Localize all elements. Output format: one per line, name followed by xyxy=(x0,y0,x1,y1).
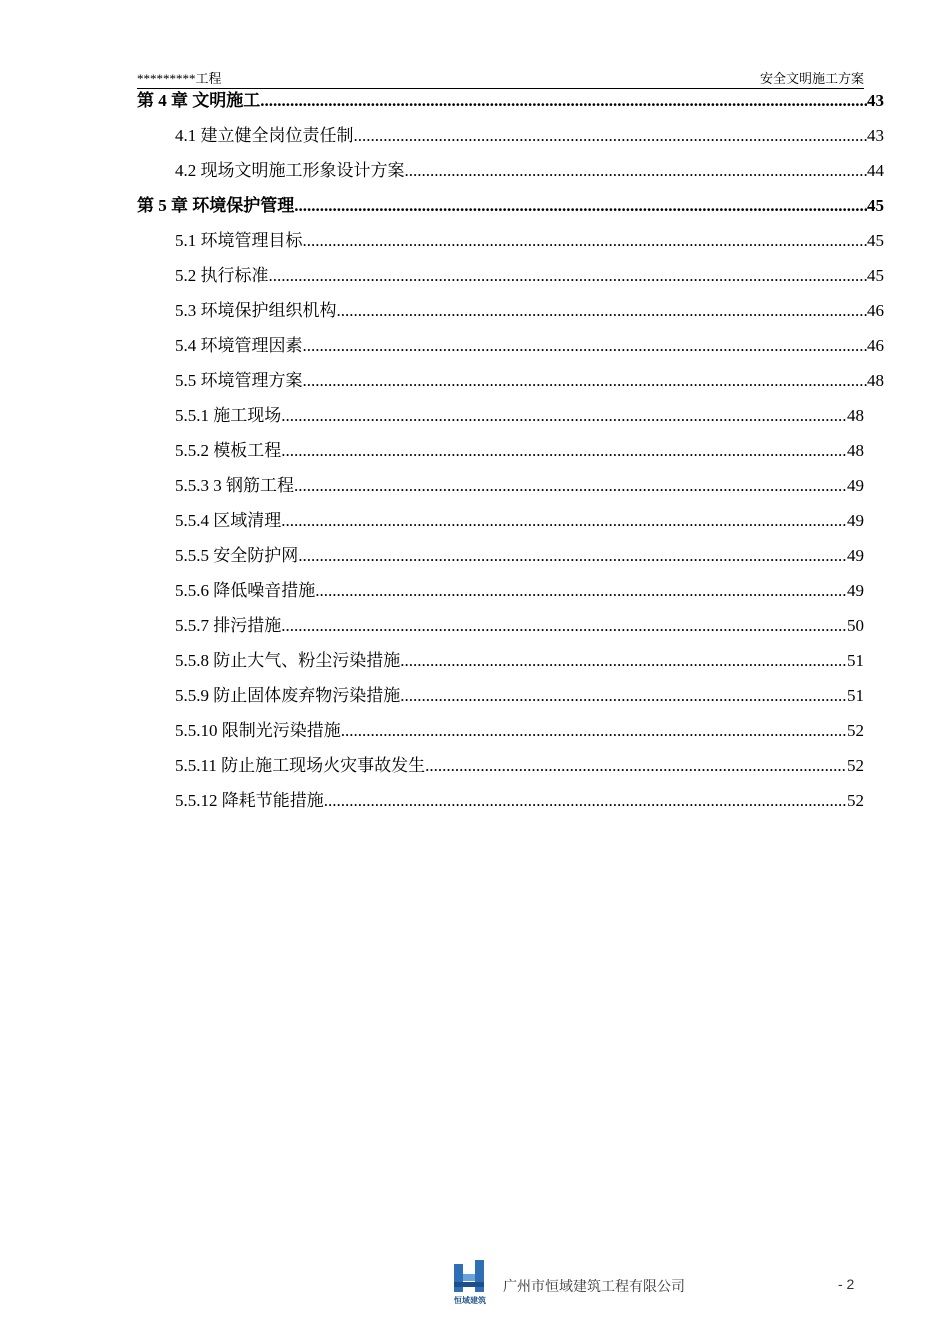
logo-text: 恒域建筑 xyxy=(454,1296,486,1305)
toc-entry-title: 5.5.2 模板工程 xyxy=(175,441,282,460)
toc-entry[interactable] xyxy=(175,159,884,183)
toc-entry[interactable] xyxy=(175,229,884,253)
toc-entry-page: 48 xyxy=(867,371,884,390)
toc-dot-leader xyxy=(294,194,867,218)
toc-entry[interactable] xyxy=(175,404,864,428)
page-header xyxy=(137,68,864,89)
toc-entry[interactable] xyxy=(137,89,884,113)
toc-entry-page: 44 xyxy=(867,161,884,180)
toc-entry[interactable] xyxy=(175,264,884,288)
toc-entry-title: 5.5.9 防止固体废弃物污染措施 xyxy=(175,686,401,705)
toc-entry-title: 5.5.10 限制光污染措施 xyxy=(175,721,341,740)
footer-page-number: - 2 xyxy=(838,1276,855,1292)
toc-dot-leader xyxy=(303,229,868,253)
toc-entry-page: 51 xyxy=(847,686,864,705)
toc-entry-page: 48 xyxy=(847,441,864,460)
toc-entry[interactable] xyxy=(175,579,864,603)
toc-entry-title: 4.1 建立健全岗位责任制 xyxy=(175,126,354,145)
toc-entry-title: 5.1 环境管理目标 xyxy=(175,231,303,250)
toc-entry-title: 第 4 章 文明施工 xyxy=(137,91,261,110)
toc-entry[interactable] xyxy=(175,614,864,638)
toc-entry-page: 48 xyxy=(847,406,864,425)
toc-entry-page: 43 xyxy=(867,91,884,110)
toc-entry-page: 51 xyxy=(847,651,864,670)
toc-entry[interactable] xyxy=(175,124,884,148)
toc-entry[interactable] xyxy=(175,439,864,463)
toc-dot-leader xyxy=(400,684,847,708)
toc-dot-leader xyxy=(400,649,847,673)
toc-entry-title: 5.5.4 区域清理 xyxy=(175,511,282,530)
toc-entry-title: 5.5.3 3 钢筋工程 xyxy=(175,476,294,495)
toc-entry-page: 49 xyxy=(847,581,864,600)
header-project-name: *********工程 xyxy=(137,71,222,86)
toc-entry[interactable] xyxy=(175,334,884,358)
toc-entry[interactable] xyxy=(175,789,864,813)
toc-dot-leader xyxy=(354,124,868,148)
toc-dot-leader xyxy=(341,719,847,743)
toc-entry-page: 45 xyxy=(867,231,884,250)
header-document-title: 安全文明施工方案 xyxy=(759,71,864,86)
toc-dot-leader xyxy=(269,264,868,288)
footer-company-name: 广州市恒域建筑工程有限公司 xyxy=(503,1279,685,1295)
toc-dot-leader xyxy=(303,369,868,393)
toc-entry[interactable] xyxy=(175,509,864,533)
toc-dot-leader xyxy=(281,404,847,428)
toc-entry[interactable] xyxy=(175,544,864,568)
toc-entry-title: 5.4 环境管理因素 xyxy=(175,336,303,355)
toc-entry-page: 49 xyxy=(847,511,864,530)
toc-entry-page: 43 xyxy=(867,126,884,145)
toc-entry-page: 52 xyxy=(847,721,864,740)
toc-entry[interactable] xyxy=(175,299,884,323)
company-logo xyxy=(450,1260,490,1306)
toc-entry[interactable] xyxy=(175,754,864,778)
toc-dot-leader xyxy=(298,544,847,568)
toc-dot-leader xyxy=(337,299,868,323)
toc-entry[interactable] xyxy=(175,719,864,743)
toc-entry-page: 52 xyxy=(847,756,864,775)
toc-entry-title: 5.5 环境管理方案 xyxy=(175,371,303,390)
toc-entry-title: 5.5.1 施工现场 xyxy=(175,406,282,425)
toc-entry-page: 52 xyxy=(847,791,864,810)
toc-entry-title: 5.3 环境保护组织机构 xyxy=(175,301,337,320)
toc-dot-leader xyxy=(260,89,867,113)
toc-entry[interactable] xyxy=(175,684,864,708)
toc-entry-page: 49 xyxy=(847,476,864,495)
toc-entry-page: 46 xyxy=(867,336,884,355)
toc-entry-title: 5.5.8 防止大气、粉尘污染措施 xyxy=(175,651,401,670)
toc-entry[interactable] xyxy=(137,194,884,218)
toc-entry-title: 5.5.5 安全防护网 xyxy=(175,546,299,565)
toc-dot-leader xyxy=(281,509,847,533)
toc-entry-title: 5.5.6 降低噪音措施 xyxy=(175,581,316,600)
toc-entry-title: 5.5.12 降耗节能措施 xyxy=(175,791,324,810)
toc-entry-page: 50 xyxy=(847,616,864,635)
toc-dot-leader xyxy=(425,754,847,778)
toc-dot-leader xyxy=(294,474,847,498)
toc-dot-leader xyxy=(315,579,847,603)
toc-dot-leader xyxy=(303,334,868,358)
toc-entry-title: 5.5.7 排污措施 xyxy=(175,616,282,635)
toc-dot-leader xyxy=(324,789,847,813)
toc-entry-title: 5.5.11 防止施工现场火灾事故发生 xyxy=(175,756,426,775)
toc-entry-page: 46 xyxy=(867,301,884,320)
toc-entry[interactable] xyxy=(175,474,864,498)
toc-dot-leader xyxy=(281,614,847,638)
toc-entry-page: 45 xyxy=(867,266,884,285)
toc-entry-page: 45 xyxy=(867,196,884,215)
toc-entry[interactable] xyxy=(175,649,864,673)
toc-entry-title: 5.2 执行标准 xyxy=(175,266,269,285)
toc-entry-title: 4.2 现场文明施工形象设计方案 xyxy=(175,161,405,180)
toc-dot-leader xyxy=(281,439,847,463)
toc-entry-title: 第 5 章 环境保护管理 xyxy=(137,196,295,215)
toc-dot-leader xyxy=(405,159,868,183)
toc-entry-page: 49 xyxy=(847,546,864,565)
toc-entry[interactable] xyxy=(175,369,884,393)
